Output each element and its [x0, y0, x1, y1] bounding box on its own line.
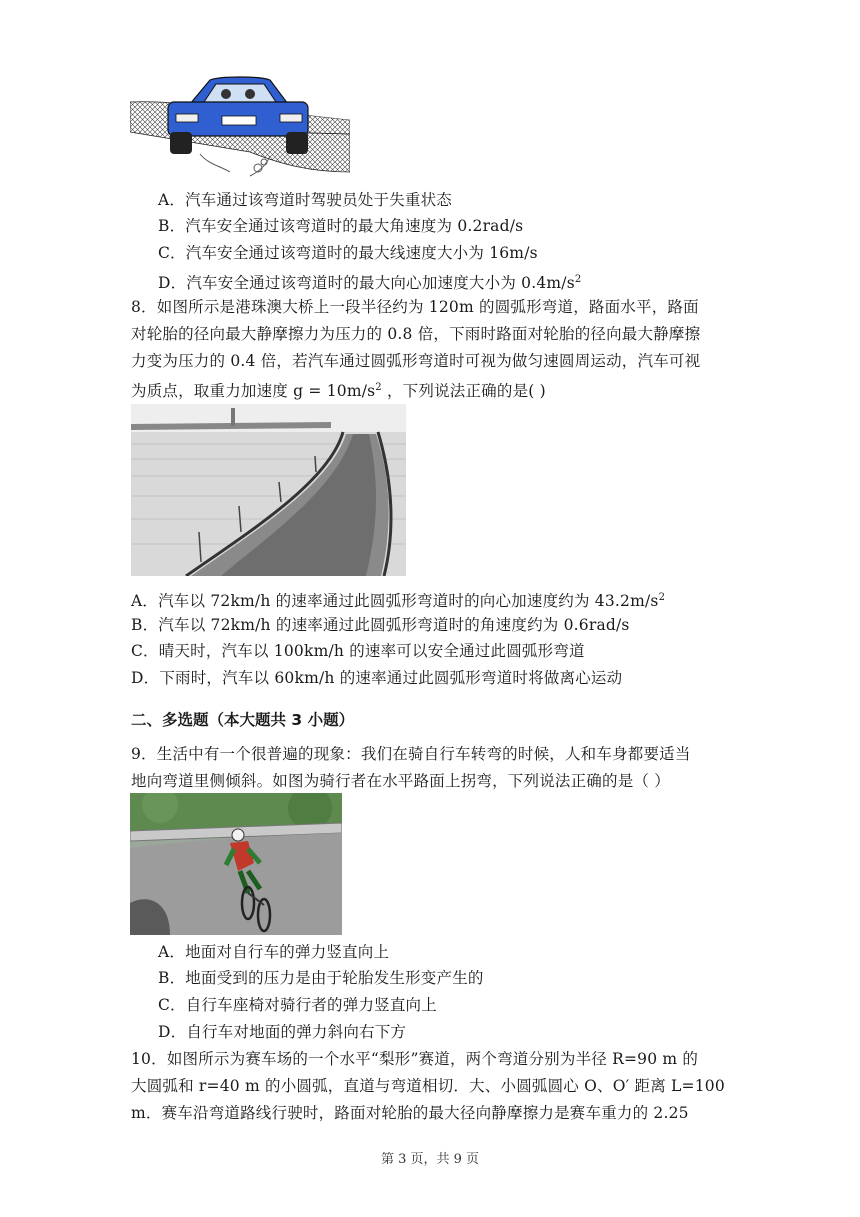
q7-option-b: B．汽车安全通过该弯道时的最大角速度为 0.2rad/s	[158, 217, 524, 235]
q9-option-d: D．自行车对地面的弹力斜向右下方	[158, 1023, 407, 1041]
q8-option-d: D．下雨时，汽车以 60km/h 的速率通过此圆弧形弯道时将做离心运动	[131, 669, 623, 687]
section-heading-multiple-choice: 二、多选题（本大题共 3 小题）	[131, 711, 355, 729]
q8-option-a	[131, 588, 665, 611]
q8-line-4-tail: ，下列说法正确的是( )	[381, 382, 546, 401]
car-on-curve-figure	[130, 72, 350, 184]
q9-line-1: 9．生活中有一个很普遍的现象：我们在骑自行车转弯的时候，人和车身都要适当	[131, 745, 691, 763]
q8-line-1: 8．如图所示是港珠澳大桥上一段半径约为 120m 的圆弧形弯道，路面水平，路面	[131, 298, 699, 316]
q7-option-a: A．汽车通过该弯道时驾驶员处于失重状态	[158, 191, 452, 209]
q10-line-1: 10．如图所示为赛车场的一个水平“梨形”赛道，两个弯道分别为半径 R=90 m 的	[131, 1050, 699, 1068]
q8-option-a-text: A．汽车以 72km/h 的速率通过此圆弧形弯道时的向心加速度约为 43.2m/s	[131, 592, 659, 611]
q7-option-c: C．汽车安全通过该弯道时的最大线速度大小为 16m/s	[158, 244, 538, 262]
q8-line-2: 对轮胎的径向最大静摩擦力为压力的 0.8 倍，下雨时路面对轮胎的径向最大静摩擦	[131, 325, 701, 343]
q9-option-a: A．地面对自行车的弹力竖直向上	[158, 943, 390, 961]
q8-option-b: B．汽车以 72km/h 的速率通过此圆弧形弯道时的角速度约为 0.6rad/s	[131, 616, 630, 634]
bridge-curve-figure	[131, 404, 406, 576]
q9-line-2: 地向弯道里侧倾斜。如图为骑行者在水平路面上拐弯，下列说法正确的是（ ）	[131, 772, 670, 790]
q10-line-2: 大圆弧和 r=40 m 的小圆弧，直道与弯道相切．大、小圆弧圆心 O、O′ 距离 L=100	[131, 1077, 725, 1095]
q8-line-3: 力变为压力的 0.4 倍，若汽车通过圆弧形弯道时可视为做匀速圆周运动，汽车可视	[131, 352, 701, 370]
q8-line-4	[131, 378, 729, 401]
q7-option-d	[158, 270, 581, 293]
q9-option-c: C．自行车座椅对骑行者的弹力竖直向上	[158, 996, 437, 1014]
q9-option-b: B．地面受到的压力是由于轮胎发生形变产生的	[158, 969, 484, 987]
page-footer: 第 3 页，共 9 页	[380, 1152, 480, 1167]
q7-option-d-text: D．汽车安全通过该弯道时的最大向心加速度大小为 0.4m/s	[158, 274, 575, 293]
q10-line-3: m．赛车沿弯道路线行驶时，路面对轮胎的最大径向静摩擦力是赛车重力的 2.25	[131, 1104, 689, 1122]
q8-line-4-text: 为质点，取重力加速度 g = 10m/s	[131, 382, 376, 401]
cyclist-figure	[130, 793, 342, 935]
q8-option-a-sup: 2	[658, 592, 666, 603]
q8-option-c: C．晴天时，汽车以 100km/h 的速率可以安全通过此圆弧形弯道	[131, 642, 585, 660]
q8-line-4-sup: 2	[375, 382, 382, 393]
q7-option-d-sup: 2	[574, 274, 582, 285]
